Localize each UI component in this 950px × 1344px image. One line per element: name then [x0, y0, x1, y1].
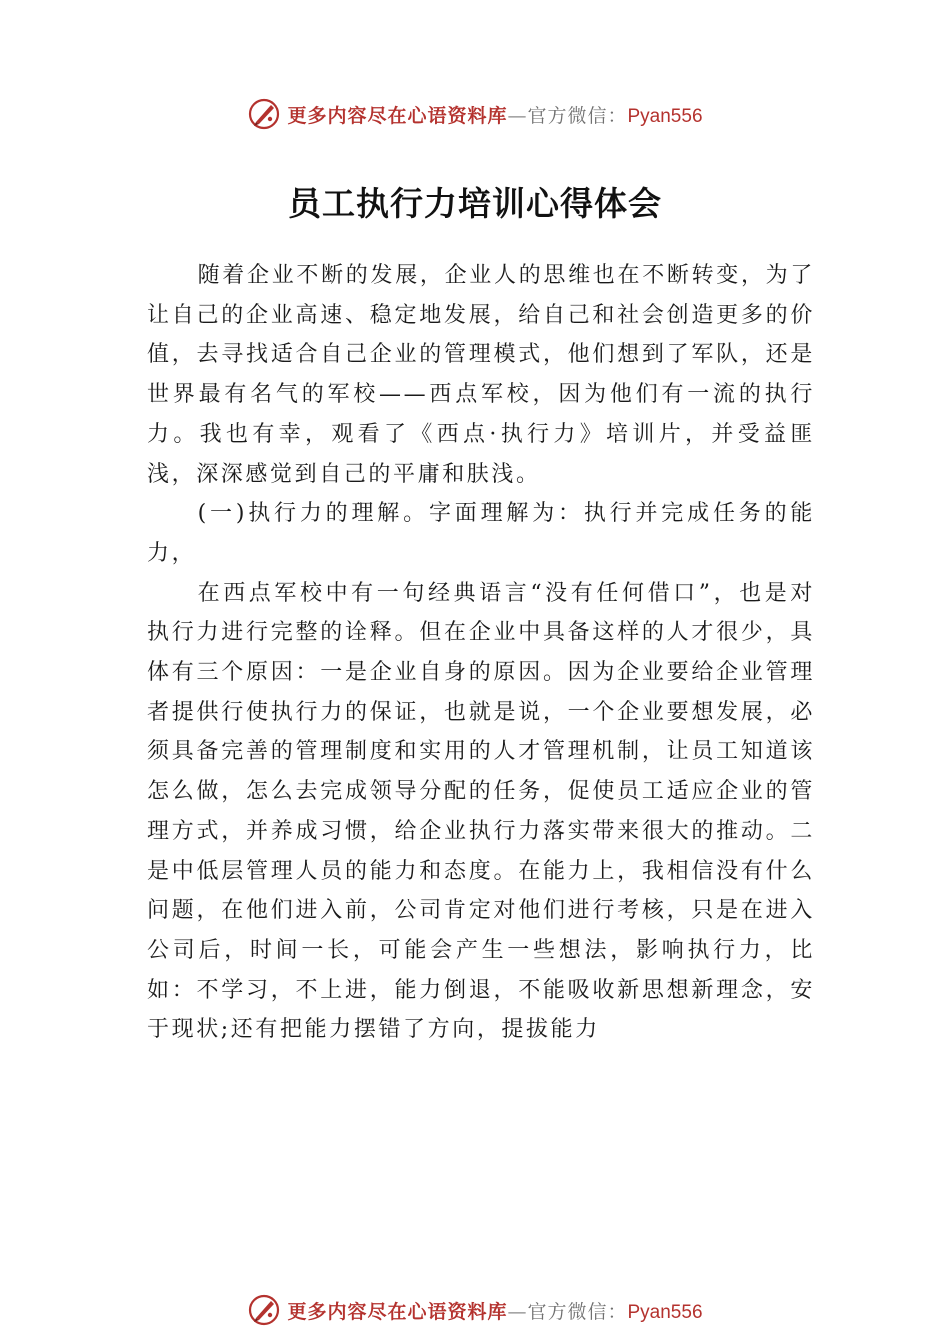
header-wechat-account: Pyan556 — [627, 105, 703, 127]
paragraph-west-point: 在西点军校中有一句经典语言“没有任何借口”，也是对执行力进行完整的诠释。但在企业中具备这样的人才很少，具体有三个原因：一是企业自身的原因。因为企业要给企业管理者提供行使执行力的保证，也就是说，一个企业要想发展，必须具备完善的管理制度和实用的人才管理机制，让员工知道该怎么做，怎么去完成领导分配的任务，促使员工适应企业的管理方式，并养成习惯，给企业执行力落实带来很大的推动。二是中低层管理人员的能力和态度。在能力上，我相信没有什么问题，在他们进入前，公司肯定对他们进行考核，只是在进入公司后，时间一长，可能会产生一些想法，影响执行力，比如：不学习，不上进，能力倒退，不能吸收新思想新理念，安于现状;还有把能力摆错了方向，提拔能力 — [147, 580, 815, 1043]
footer-dash: — — [507, 1300, 528, 1323]
header-brand-text: 更多内容尽在心语资料库 — [287, 104, 508, 127]
header-wechat-label: 官方微信： — [527, 104, 628, 127]
footer-brand-text: 更多内容尽在心语资料库 — [287, 1300, 508, 1323]
paragraph-intro: 随着企业不断的发展，企业人的思维也在不断转变，为了让自己的企业高速、稳定地发展，给自己和社会创造更多的价值，去寻找适合自己企业的管理模式，他们想到了军队，还是世界最有名气的军校——西点军校，因为他们有一流的执行力。我也有幸，观看了《西点·执行力》培训片，并受益匪浅，深深感觉到自己的平庸和肤浅。 — [147, 263, 815, 487]
document-body — [147, 256, 815, 1050]
footer-banner — [0, 1290, 950, 1330]
document-title: 员工执行力培训心得体会 — [288, 184, 662, 223]
footer-wechat-account: Pyan556 — [627, 1301, 703, 1323]
header-banner-text — [287, 101, 702, 128]
paragraph-section-one: (一)执行力的理解。字面理解为：执行并完成任务的能力， — [147, 501, 815, 566]
header-banner — [0, 94, 950, 134]
header-dash: — — [507, 104, 528, 127]
quill-pen-logo-icon — [247, 1293, 281, 1327]
footer-wechat-label: 官方微信： — [527, 1300, 628, 1323]
footer-banner-text — [287, 1297, 702, 1324]
quill-pen-logo-icon — [247, 97, 281, 131]
